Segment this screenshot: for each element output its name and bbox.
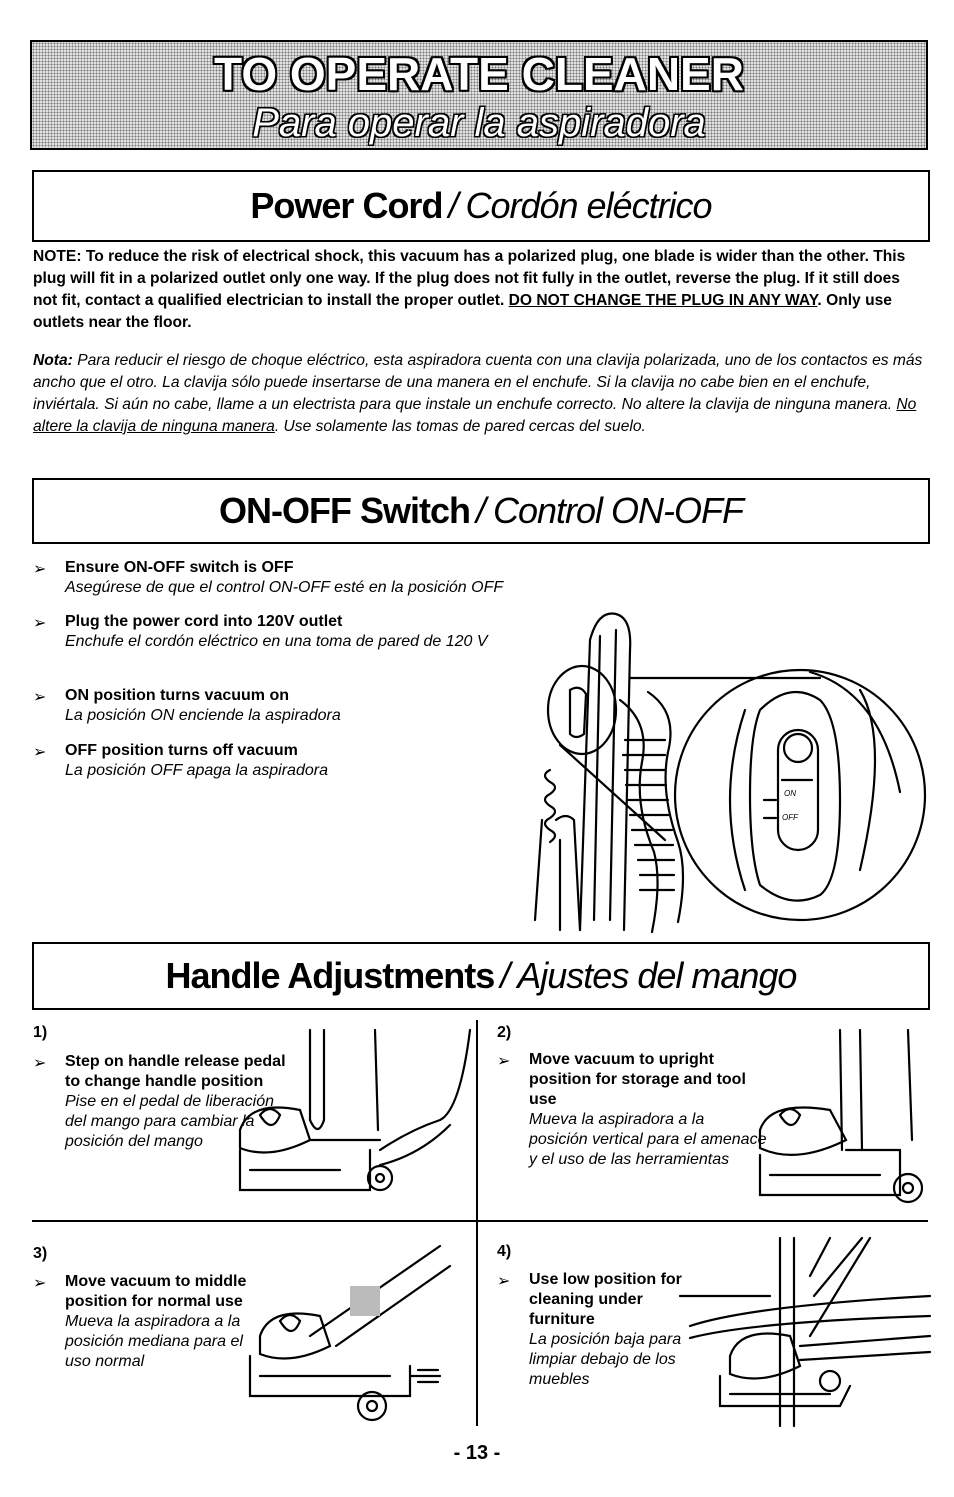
power-cord-heading bbox=[32, 170, 930, 242]
page-title: TO OPERATE CLEANER bbox=[214, 48, 744, 100]
onoff-step: ➢ Ensure ON-OFF switch is OFF Asegúrese de que el control ON-OFF esté en la posición OFF bbox=[33, 559, 504, 596]
handle-heading bbox=[32, 942, 930, 1010]
handle-step: ➢ Move vacuum to upright position for storage and tool use Mueva la aspiradora a la posición vertical para el amenace y el uso de las herramientas bbox=[497, 1051, 767, 1168]
page-subtitle: Para operar la aspiradora bbox=[252, 101, 706, 145]
page-number: - 13 - bbox=[453, 1442, 501, 1464]
handle-release-illustration bbox=[220, 1020, 470, 1215]
onoff-heading-en: ON-OFF Switch bbox=[218, 490, 470, 531]
upright-position-illustration bbox=[750, 1020, 928, 1215]
heading-separator: / bbox=[448, 185, 458, 226]
nota-label: Nota: bbox=[33, 352, 73, 369]
title-banner bbox=[30, 40, 928, 150]
power-cord-heading-es: Cordón eléctrico bbox=[465, 185, 712, 226]
step-number: 3) bbox=[33, 1245, 48, 1262]
handle-heading-es: Ajustes del mango bbox=[517, 955, 797, 996]
low-position-illustration bbox=[690, 1236, 930, 1426]
switch-on-label: ON bbox=[784, 789, 796, 798]
onoff-heading bbox=[32, 478, 930, 544]
handle-step: ➢ Step on handle release pedal to change handle position Pise en el pedal de liberación del mango para cambiar la posición del mango bbox=[33, 1053, 286, 1150]
bullet-arrow-icon: ➢ bbox=[33, 744, 47, 761]
bullet-arrow-icon: ➢ bbox=[497, 1273, 511, 1290]
handle-step: ➢ Use low position for cleaning under furniture La posición baja para limpiar debajo de los muebles bbox=[497, 1271, 682, 1388]
onoff-step: ➢ Plug the power cord into 120V outlet Enchufe el cordón eléctrico en una toma de pared de 120 V bbox=[33, 613, 488, 650]
bullet-arrow-icon: ➢ bbox=[497, 1053, 511, 1070]
handle-step: ➢ Move vacuum to middle position for normal use Mueva la aspiradora a la posición mediana para el uso normal bbox=[33, 1273, 247, 1370]
heading-separator: / bbox=[475, 490, 485, 531]
grid-divider-vertical bbox=[476, 1020, 478, 1426]
grid-divider-horizontal bbox=[32, 1220, 928, 1222]
step-number: 2) bbox=[497, 1024, 512, 1041]
middle-position-illustration bbox=[240, 1236, 470, 1426]
heading-separator: / bbox=[500, 955, 510, 996]
power-cord-note-es: Nota: Para reducir el riesgo de choque eléctrico, esta aspiradora cuenta con una clavija polarizada, uno de los contactos es más ancho que el otro. La clavija sólo puede insertarse de una manera en el enchufe. Si la clavija no cabe bien en el enchufe, inviértala. Si aún no cabe, llame a un electrista para que instale un enchufe correcto. No altere la clavija de ninguna manera. No altere la clavija de ninguna manera. Use solamente las tomas de pared cercas del suelo. bbox=[33, 352, 923, 435]
power-cord-note-en: NOTE: To reduce the risk of electrical shock, this vacuum has a polarized plug, one blade is wider than the other. This plug will fit in a polarized outlet only one way. If the plug does not fit fully in the outlet, reverse the plug. If it still does not fit, contact a qualified electrician to install the proper outlet. DO NOT CHANGE THE PLUG IN ANY WAY. Only use outlets near the floor. bbox=[33, 248, 906, 331]
handle-heading-en: Handle Adjustments bbox=[165, 955, 495, 996]
onoff-switch-illustration bbox=[520, 600, 930, 940]
switch-off-label: OFF bbox=[782, 813, 798, 822]
onoff-heading-es: Control ON-OFF bbox=[492, 490, 744, 531]
bullet-arrow-icon: ➢ bbox=[33, 615, 47, 632]
bullet-arrow-icon: ➢ bbox=[33, 1055, 47, 1072]
nota-warning-underlined: No altere la clavija de ninguna manera bbox=[33, 396, 917, 435]
bullet-arrow-icon: ➢ bbox=[33, 561, 47, 578]
bullet-arrow-icon: ➢ bbox=[33, 689, 47, 706]
step-number: 1) bbox=[33, 1024, 48, 1041]
step-number: 4) bbox=[497, 1243, 512, 1260]
note-warning-underlined: DO NOT CHANGE THE PLUG IN ANY WAY bbox=[508, 292, 818, 309]
onoff-step: ➢ ON position turns vacuum on La posición ON enciende la aspiradora bbox=[33, 687, 341, 724]
power-cord-heading-en: Power Cord bbox=[250, 185, 443, 226]
bullet-arrow-icon: ➢ bbox=[33, 1275, 47, 1292]
onoff-step: ➢ OFF position turns off vacuum La posición OFF apaga la aspiradora bbox=[33, 742, 328, 779]
